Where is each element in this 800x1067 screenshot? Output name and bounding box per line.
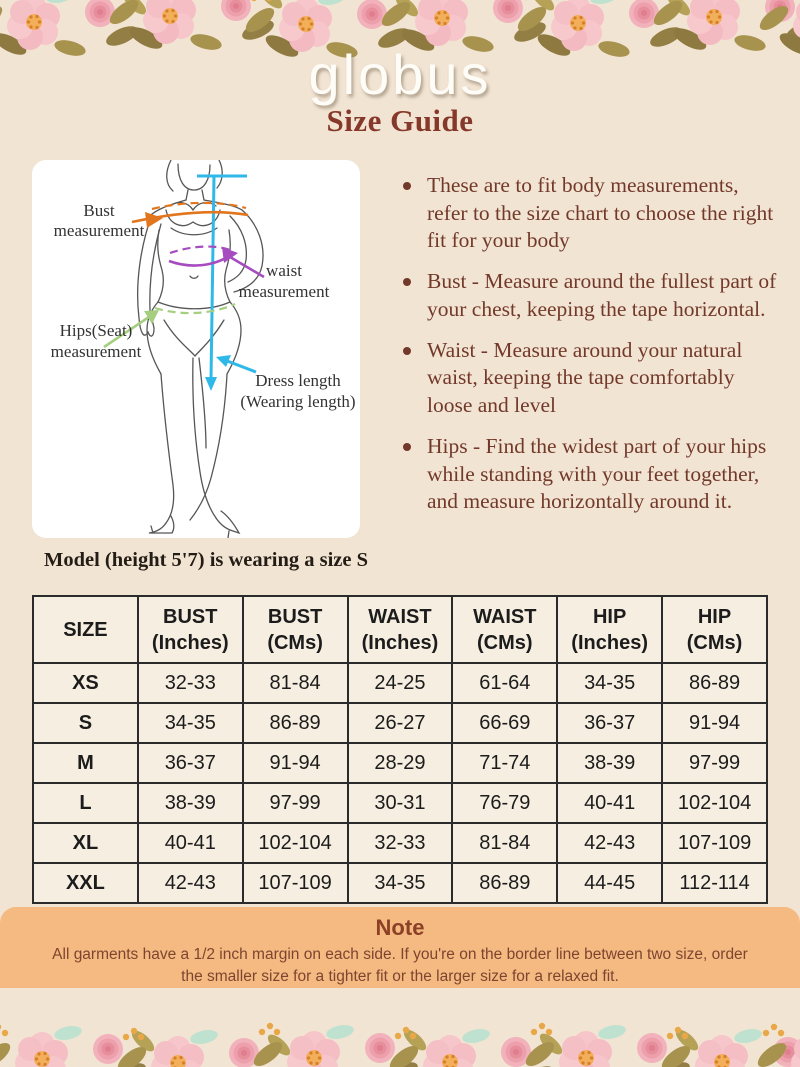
bust-measurement-label: Bust bbox=[83, 201, 115, 220]
waist-cms-cell: 61-64 bbox=[452, 663, 557, 703]
hip-cms-cell: 102-104 bbox=[662, 783, 767, 823]
bust-inches-cell: 34-35 bbox=[138, 703, 243, 743]
hip-inches-cell: 34-35 bbox=[557, 663, 662, 703]
size-cell: XXL bbox=[33, 863, 138, 903]
note-panel bbox=[0, 907, 800, 988]
bust-cms-cell: 107-109 bbox=[243, 863, 348, 903]
body-measurement-diagram bbox=[32, 160, 360, 538]
hip-inches-cell: 36-37 bbox=[557, 703, 662, 743]
waist-cms-cell: 81-84 bbox=[452, 823, 557, 863]
bust-cms-cell: 97-99 bbox=[243, 783, 348, 823]
measurement-instructions bbox=[401, 172, 777, 529]
size-cell: S bbox=[33, 703, 138, 743]
waist-cms-cell: 76-79 bbox=[452, 783, 557, 823]
hip-cms-cell: 86-89 bbox=[662, 663, 767, 703]
model-caption: Model (height 5'7) is wearing a size S bbox=[44, 549, 368, 571]
page-title: Size Guide bbox=[326, 103, 474, 138]
header-waist-inches: WAIST (Inches) bbox=[348, 596, 453, 663]
instruction-text: Hips - Find the widest part of your hips while standing with your feet together, and measure horizontally around it. bbox=[427, 433, 767, 514]
dress-length-label: Dress length bbox=[255, 371, 341, 390]
bust-inches-cell: 32-33 bbox=[138, 663, 243, 703]
hips-measurement-label: Hips(Seat) bbox=[59, 321, 133, 340]
waist-inches-cell: 30-31 bbox=[348, 783, 453, 823]
bullet-icon bbox=[403, 182, 411, 190]
bullet-icon bbox=[403, 278, 411, 286]
instruction-text: Bust - Measure around the fullest part of your chest, keeping the tape horizontal. bbox=[427, 269, 777, 321]
waist-measurement-label-line2: measurement bbox=[238, 282, 330, 301]
header-hip-inches: HIP (Inches) bbox=[557, 596, 662, 663]
instruction-item bbox=[401, 433, 777, 516]
dress-length-label-line2: (Wearing length) bbox=[240, 392, 356, 411]
bullet-icon bbox=[403, 443, 411, 451]
header-bust-inches: BUST (Inches) bbox=[138, 596, 243, 663]
size-cell: XS bbox=[33, 663, 138, 703]
bust-cms-cell: 91-94 bbox=[243, 743, 348, 783]
hip-cms-cell: 107-109 bbox=[662, 823, 767, 863]
bullet-icon bbox=[403, 347, 411, 355]
hip-cms-cell: 112-114 bbox=[662, 863, 767, 903]
table-row bbox=[33, 823, 767, 863]
brand-logo: globus bbox=[308, 43, 492, 106]
bust-cms-cell: 102-104 bbox=[243, 823, 348, 863]
header-size: SIZE bbox=[33, 596, 138, 663]
hip-cms-cell: 91-94 bbox=[662, 703, 767, 743]
header-waist-cms: WAIST (CMs) bbox=[452, 596, 557, 663]
table-row bbox=[33, 863, 767, 903]
hip-inches-cell: 40-41 bbox=[557, 783, 662, 823]
bust-inches-cell: 40-41 bbox=[138, 823, 243, 863]
hip-inches-cell: 38-39 bbox=[557, 743, 662, 783]
size-cell: XL bbox=[33, 823, 138, 863]
size-cell: L bbox=[33, 783, 138, 823]
waist-inches-cell: 28-29 bbox=[348, 743, 453, 783]
size-chart-table bbox=[32, 595, 768, 904]
instruction-text: Waist - Measure around your natural waist, keeping the tape comfortably loose and level bbox=[427, 337, 743, 418]
waist-cms-cell: 71-74 bbox=[452, 743, 557, 783]
bust-measurement-label-line2: measurement bbox=[53, 221, 145, 240]
hip-cms-cell: 97-99 bbox=[662, 743, 767, 783]
waist-inches-cell: 26-27 bbox=[348, 703, 453, 743]
note-title: Note bbox=[375, 915, 425, 940]
hip-inches-cell: 44-45 bbox=[557, 863, 662, 903]
waist-cms-cell: 86-89 bbox=[452, 863, 557, 903]
table-row bbox=[33, 743, 767, 783]
table-row bbox=[33, 783, 767, 823]
waist-inches-cell: 24-25 bbox=[348, 663, 453, 703]
bust-inches-cell: 42-43 bbox=[138, 863, 243, 903]
bust-inches-cell: 38-39 bbox=[138, 783, 243, 823]
note-text: All garments have a 1/2 inch margin on each side. If you're on the border line between two size, order the smaller size for a tighter fit or the larger size for a relaxed fit. bbox=[52, 946, 748, 985]
instruction-item bbox=[401, 268, 777, 323]
diagram-panel bbox=[32, 160, 360, 538]
instruction-item bbox=[401, 172, 777, 255]
instruction-item bbox=[401, 337, 777, 420]
table-row bbox=[33, 663, 767, 703]
bust-inches-cell: 36-37 bbox=[138, 743, 243, 783]
waist-cms-cell: 66-69 bbox=[452, 703, 557, 743]
waist-measurement-label: waist bbox=[266, 261, 302, 280]
waist-inches-cell: 34-35 bbox=[348, 863, 453, 903]
size-cell: M bbox=[33, 743, 138, 783]
waist-measurement-line bbox=[169, 247, 264, 277]
instruction-text: These are to fit body measurements, refer to the size chart to choose the right fit for your body bbox=[427, 173, 774, 253]
header-bust-cms: BUST (CMs) bbox=[243, 596, 348, 663]
bust-cms-cell: 86-89 bbox=[243, 703, 348, 743]
table-row bbox=[33, 703, 767, 743]
bust-cms-cell: 81-84 bbox=[243, 663, 348, 703]
hip-inches-cell: 42-43 bbox=[557, 823, 662, 863]
hips-measurement-label-line2: measurement bbox=[50, 342, 142, 361]
table-header-row bbox=[33, 596, 767, 663]
floral-border-bottom-icon bbox=[0, 1011, 800, 1067]
header-hip-cms: HIP (CMs) bbox=[662, 596, 767, 663]
waist-inches-cell: 32-33 bbox=[348, 823, 453, 863]
